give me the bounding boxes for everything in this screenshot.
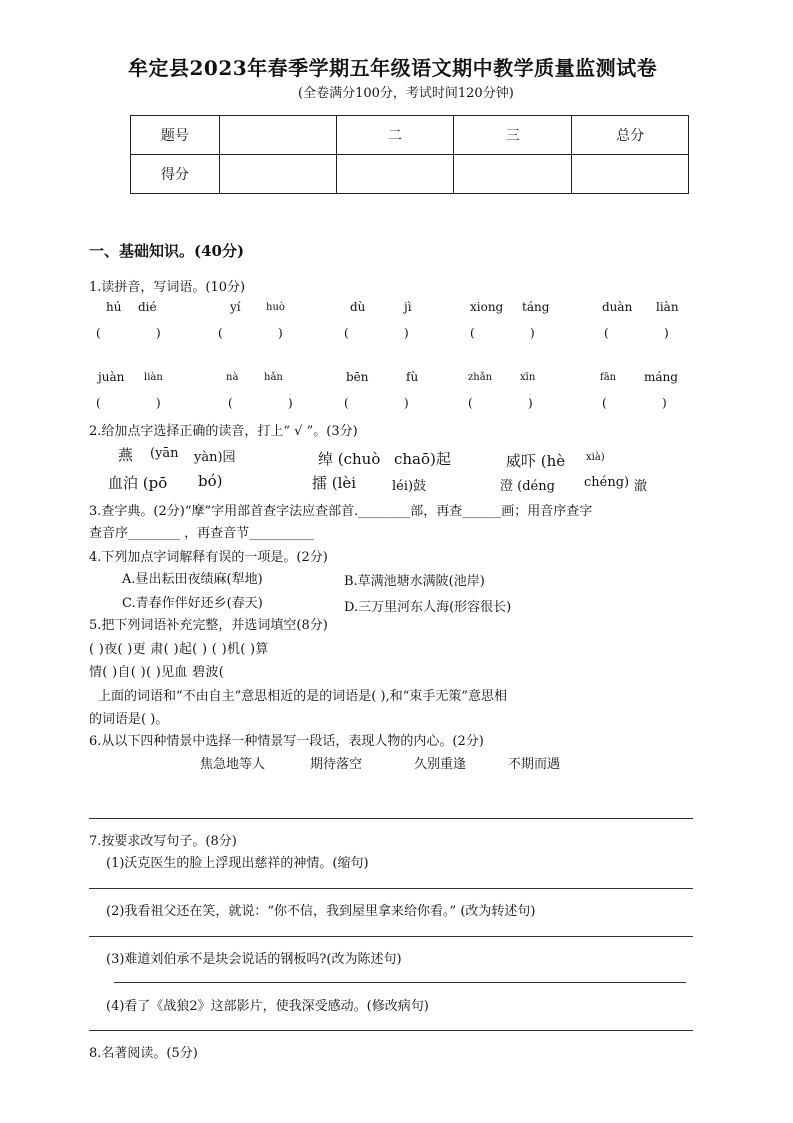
q2-option[interactable]: 威吓 (hè	[506, 452, 566, 470]
page-subtitle: (全卷满分100分，考试时间120分钟)	[298, 86, 514, 101]
q2-option[interactable]: 擂 (lèi	[312, 474, 357, 492]
answer-bracket-open: (	[96, 326, 101, 340]
q4-label: 4.下列加点字词解释有误的一项是。(2分)	[89, 550, 328, 565]
q4-option-c[interactable]: C.青春作伴好还乡(春天)	[122, 596, 263, 611]
q1-pinyin: liàn	[656, 300, 679, 314]
answer-bracket-close: )	[530, 326, 535, 340]
score-cell-3[interactable]	[454, 155, 572, 194]
q2-label: 2.给加点字选择正确的读音，打上“ √ ”。(3分)	[89, 424, 358, 439]
answer-bracket-open: (	[604, 326, 609, 340]
score-table-cell: 二	[336, 116, 454, 155]
q6-option[interactable]: 久别重逢	[414, 757, 467, 772]
answer-bracket-close: )	[404, 396, 409, 410]
answer-bracket-close: )	[156, 326, 161, 340]
q1-pinyin: juàn	[98, 370, 125, 384]
score-table-score-row	[131, 155, 689, 194]
q7-sentence-3: (3)难道刘伯承不是块会说话的钢板吗?(改为陈述句)	[106, 952, 402, 967]
answer-bracket-close: )	[288, 396, 293, 410]
q1-pinyin: duàn	[602, 300, 633, 314]
score-table-header-row	[131, 116, 689, 155]
answer-bracket-close: )	[664, 326, 669, 340]
q1-label: 1.读拼音，写词语。(10分)	[89, 280, 246, 295]
q1-pinyin: xīn	[520, 372, 536, 383]
answer-bracket-close: )	[404, 326, 409, 340]
q6-option[interactable]: 焦急地等人	[200, 757, 266, 772]
q4-option-a[interactable]: A.昼出耘田夜绩麻(犁地)	[122, 572, 263, 587]
score-table-cell: 题号	[131, 116, 220, 155]
score-table	[130, 115, 689, 194]
q2-option[interactable]: 澄 (déng	[500, 479, 555, 494]
q5-line1[interactable]: ( )夜( )更 肃( )起( ) ( )机( )算	[89, 642, 269, 657]
q1-pinyin: dù	[350, 300, 366, 314]
section-1-title: 一、基础知识。(40分)	[89, 242, 245, 260]
answer-line[interactable]	[114, 982, 686, 983]
q1-pinyin: huò	[266, 302, 285, 313]
q1-pinyin: hú	[106, 300, 122, 314]
q4-option-d[interactable]: D.三万里河东人海(形容很长)	[344, 600, 512, 615]
page-title: 牟定县2023年春季学期五年级语文期中教学质量监测试卷	[128, 56, 658, 80]
q1-pinyin: fù	[406, 370, 419, 384]
q1-pinyin: xiong	[470, 300, 504, 314]
q1-pinyin: máng	[644, 370, 678, 384]
q1-pinyin: fān	[600, 372, 617, 383]
score-table-cell: 总分	[572, 116, 689, 155]
q7-sentence-1: (1)沃克医生的脸上浮现出慈祥的神情。(缩句)	[106, 856, 369, 871]
q7-label: 7.按要求改写句子。(8分)	[89, 834, 237, 849]
answer-bracket-open: (	[344, 326, 349, 340]
answer-bracket-close: )	[278, 326, 283, 340]
q1-pinyin: bēn	[346, 370, 369, 384]
answer-bracket-open: (	[218, 326, 223, 340]
score-cell-1[interactable]	[219, 155, 336, 194]
q5-label: 5.把下列词语补充完整，并选词填空(8分)	[89, 618, 328, 633]
answer-bracket-open: (	[228, 396, 233, 410]
q5-line3[interactable]: 上面的词语和“不由自主”意思相近的是的词语是( ),和“束手无策”意思相	[98, 689, 507, 704]
score-cell-total[interactable]	[572, 155, 689, 194]
q1-pinyin: nà	[226, 372, 239, 383]
q2-option[interactable]: xià)	[586, 452, 605, 463]
q2-option[interactable]: 绰 (chuò	[318, 450, 381, 468]
score-table-cell: 得分	[131, 155, 220, 194]
q1-pinyin: dié	[138, 300, 157, 314]
q6-label: 6.从以下四种情景中选择一种情景写一段话，表现人物的内心。(2分)	[89, 734, 484, 749]
answer-line[interactable]	[89, 888, 693, 889]
q6-option[interactable]: 期待落空	[310, 757, 363, 772]
q1-pinyin: liàn	[144, 372, 163, 383]
score-cell-2[interactable]	[336, 155, 454, 194]
q1-pinyin: zhǎn	[468, 372, 493, 383]
q2-word: 澈	[634, 479, 648, 494]
q7-sentence-4: (4)看了《战狼2》这部影片，使我深受感动。(修改病句)	[106, 999, 429, 1014]
q2-option[interactable]: léi)鼓	[392, 479, 427, 494]
q3-line1: 3.查字典。(2分)“摩”字用部首查字法应查部首.________部，再查______画；用音序查字	[89, 504, 593, 519]
q2-option[interactable]: chéng)	[584, 475, 630, 490]
score-table-cell: 三	[454, 116, 572, 155]
answer-bracket-open: (	[470, 326, 475, 340]
answer-bracket-close: )	[528, 396, 533, 410]
q1-pinyin: yí	[230, 300, 241, 314]
q8-label: 8.名著阅读。(5分)	[89, 1046, 198, 1061]
answer-bracket-open: (	[344, 396, 349, 410]
q6-option[interactable]: 不期而遇	[508, 757, 561, 772]
answer-line[interactable]	[89, 818, 693, 819]
answer-line[interactable]	[89, 936, 693, 937]
q2-option[interactable]: chaō)起	[394, 450, 451, 468]
q2-option[interactable]: yàn)园	[194, 450, 236, 465]
answer-bracket-close: )	[662, 396, 667, 410]
score-table-cell	[219, 116, 336, 155]
q2-option[interactable]: bó)	[198, 472, 223, 490]
answer-bracket-open: (	[602, 396, 607, 410]
q5-line2[interactable]: 情( )自( )( )见血 碧波(	[89, 665, 225, 680]
answer-line[interactable]	[89, 1030, 693, 1031]
answer-bracket-open: (	[96, 396, 101, 410]
q4-option-b[interactable]: B.草满池塘水满陂(池岸)	[344, 574, 485, 589]
q1-pinyin: jì	[404, 300, 412, 314]
q1-pinyin: hǎn	[264, 372, 283, 383]
answer-bracket-open: (	[468, 396, 473, 410]
q3-line2: 查音序________ ，再查音节__________	[89, 526, 315, 541]
q1-pinyin: táng	[522, 300, 550, 314]
q7-sentence-2: (2)我看祖父还在笑，就说：“你不信，我到屋里拿来给你看。” (改为转述句)	[106, 904, 536, 919]
q5-line4[interactable]: 的词语是( )。	[89, 712, 169, 727]
q2-option[interactable]: (yān	[150, 446, 179, 461]
answer-bracket-close: )	[156, 396, 161, 410]
q2-option[interactable]: 血泊 (pō	[108, 474, 168, 492]
q2-word: 燕	[118, 446, 134, 464]
